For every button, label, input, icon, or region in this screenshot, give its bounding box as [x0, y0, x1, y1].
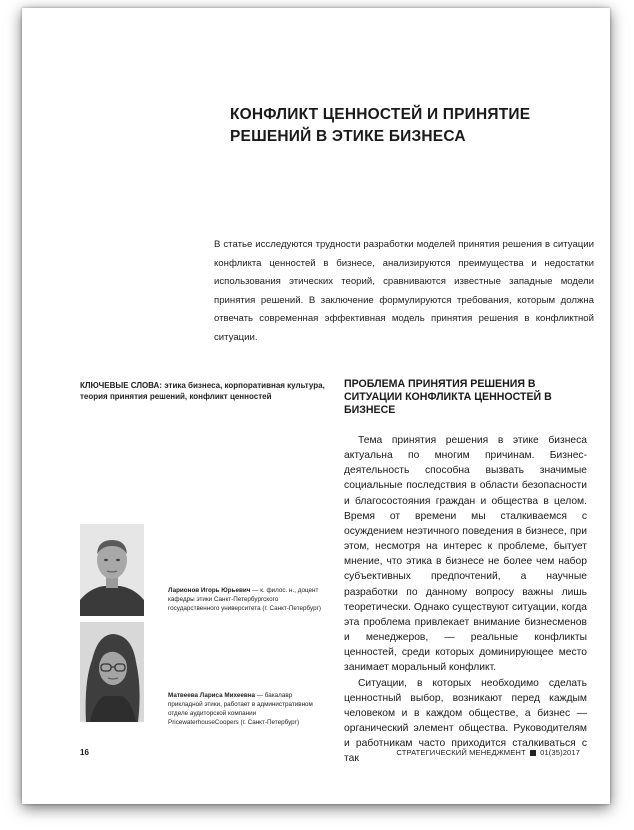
page-number: 16 — [80, 748, 89, 757]
journal-issue: 01(35)2017 — [540, 748, 580, 757]
author-name: Ларионов Игорь Юрьевич — [168, 587, 251, 594]
article-abstract: В статье исследуются трудности разработки моделей принятия решения в ситуации конфликта ценностей в бизнесе, анализируются преимущества и недостатки использования этических теорий, сравниваются известные западные модели принятия решений. В заключение формулируются требования, которым должна отвечать современная эффективная модель принятия решения в конфликтной ситуации. — [214, 239, 594, 343]
author-description: — к. филос. н., доцент кафедры этики Санкт-Петербургского государственного университета (г. Санкт-Петербург) — [168, 587, 321, 612]
paragraph: Ситуации, в которых необходимо сделать ценностный выбор, возникают перед каждым человеком и в каждом обществе, а бизнес — органический элемент общества. Руководителям и работникам часто приходится сталкиваться с так — [344, 677, 587, 765]
keywords-label: КЛЮЧЕВЫЕ СЛОВА: — [80, 381, 162, 390]
author-bio — [168, 691, 328, 727]
keywords-block — [80, 380, 325, 402]
body-text — [344, 433, 587, 766]
author-name: Матвеева Лариса Михеевна — [168, 692, 256, 699]
keywords-text: этика бизнеса, корпоративная культура, теория принятия решений, конфликт ценностей — [80, 381, 325, 401]
article-title: КОНФЛИКТ ЦЕННОСТЕЙ И ПРИНЯТИЕ РЕШЕНИЙ В ЭТИКЕ БИЗНЕСА — [230, 106, 531, 145]
journal-footer — [396, 748, 580, 757]
section-title: ПРОБЛЕМА ПРИНЯТИЯ РЕШЕНИЯ В СИТУАЦИИ КОНФЛИКТА ЦЕННОСТЕЙ В БИЗНЕСЕ — [344, 378, 552, 416]
square-separator-icon — [530, 750, 536, 756]
journal-page — [22, 8, 610, 804]
journal-name: СТРАТЕГИЧЕСКИЙ МЕНЕДЖМЕНТ — [396, 748, 526, 757]
author-photo-male-icon — [80, 524, 144, 616]
author-photo-female-icon — [80, 622, 144, 722]
paragraph: Тема принятия решения в этике бизнеса актуальна по многим причинам. Бизнес-деятельность способна вызвать значимые социальные последствия в области безопасности и благосостояния граждан и общества в целом. Время от времени мы сталкиваемся с осуждением неэтичного поведения в бизнесе, при этом, несмотря на интерес к проблеме, бытует мнение, что этика в бизнесе не более чем набор субъективных предпочтений, а научные разработки по данному вопросу важны лишь теоретически. Однако существуют ситуации, когда эта проблема привлекает внимание бизнесменов и менеджеров, — реальные конфликты ценностей, среди которых доминирующее место занимает моральный конфликт. — [344, 435, 587, 674]
author-bio — [168, 586, 328, 613]
author-description: — бакалавр прикладной этики, работает в административном отделе аудиторской компании PricewaterhouseCoopers (г. Санкт-Петербург) — [168, 692, 313, 726]
